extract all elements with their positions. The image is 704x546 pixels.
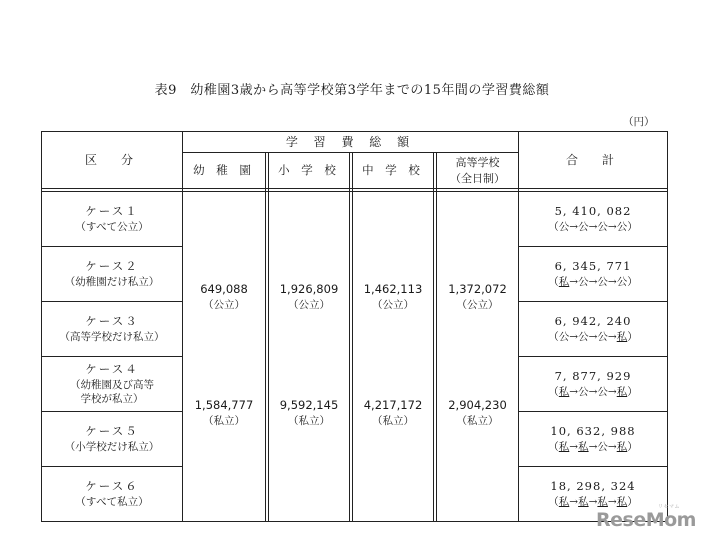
path-step: 公 bbox=[597, 440, 608, 453]
case-name: ケース３ bbox=[85, 314, 139, 329]
path-step: 公 bbox=[597, 220, 608, 233]
private-high-school-value: 2,904,230 bbox=[448, 398, 507, 413]
logo-text: ReseMom bbox=[596, 509, 696, 531]
total-value: 10, 632, 988 bbox=[550, 424, 636, 439]
private-label: （私立） bbox=[203, 414, 245, 427]
school-path: （公→公→公→公） bbox=[548, 220, 638, 233]
header-high-school-line1: 高等学校 bbox=[455, 156, 500, 170]
total-value: 18, 298, 324 bbox=[550, 479, 636, 494]
header-elementary: 小 学 校 bbox=[278, 162, 340, 177]
total-case-5 bbox=[519, 412, 667, 466]
path-step: 公 bbox=[558, 330, 570, 343]
path-step: 私 bbox=[558, 385, 570, 398]
vline-dbl-3b bbox=[436, 152, 437, 521]
path-step: 私 bbox=[616, 330, 628, 343]
school-path: （私→公→公→公） bbox=[548, 275, 638, 288]
school-path: （私→公→公→私） bbox=[548, 385, 638, 398]
header-category: 区 分 bbox=[84, 152, 139, 167]
total-value: 5, 410, 082 bbox=[554, 204, 632, 219]
path-step: 公 bbox=[578, 385, 589, 398]
private-kindergarten-value: 1,584,777 bbox=[194, 398, 254, 413]
total-case-1 bbox=[519, 192, 667, 246]
total-case-3 bbox=[519, 302, 667, 356]
path-step: 公 bbox=[578, 275, 589, 288]
private-label: （私立） bbox=[288, 414, 330, 427]
private-elementary-value: 9,592,145 bbox=[279, 398, 339, 413]
header-total: 合 計 bbox=[565, 152, 620, 167]
case-name: ケース４ bbox=[85, 362, 139, 377]
path-step: 私 bbox=[558, 495, 570, 508]
case-label-3 bbox=[42, 302, 182, 356]
path-step: 私 bbox=[558, 440, 570, 453]
case-label-5 bbox=[42, 412, 182, 466]
path-step: 公 bbox=[616, 275, 628, 288]
private-elementary bbox=[269, 388, 349, 438]
vline-dbl-1b bbox=[268, 152, 269, 521]
private-label: （私立） bbox=[372, 414, 414, 427]
table-title: 表9 幼稚園3歳から高等学校第3学年までの15年間の学習費総額 bbox=[154, 83, 550, 98]
case-label-4 bbox=[42, 357, 182, 411]
header-kindergarten: 幼 稚 園 bbox=[193, 162, 255, 177]
header-high-school-line2: （全日制） bbox=[450, 171, 505, 185]
private-junior-high-value: 4,217,172 bbox=[363, 398, 423, 413]
public-junior-high-value: 1,462,113 bbox=[363, 282, 423, 297]
case-desc: 学校が私立） bbox=[80, 392, 144, 405]
total-value: 6, 345, 771 bbox=[554, 259, 632, 274]
path-step: 私 bbox=[616, 385, 628, 398]
public-junior-high bbox=[353, 272, 433, 322]
logo-small-text: リセマム bbox=[658, 504, 680, 510]
case-desc: （幼稚園だけ私立） bbox=[64, 275, 160, 288]
public-kindergarten bbox=[183, 272, 265, 322]
path-step: 公 bbox=[578, 220, 589, 233]
cost-table bbox=[41, 131, 668, 522]
private-label: （私立） bbox=[456, 414, 499, 427]
case-desc: （幼稚園及び高等 bbox=[70, 378, 154, 391]
public-kindergarten-value: 649,088 bbox=[200, 282, 248, 297]
total-value: 7, 877, 929 bbox=[554, 369, 632, 384]
path-step: 私 bbox=[616, 495, 628, 508]
school-path: （私→私→公→私） bbox=[548, 440, 638, 453]
case-label-2 bbox=[42, 247, 182, 301]
private-junior-high bbox=[353, 388, 433, 438]
public-label: （公立） bbox=[456, 298, 499, 311]
public-label: （公立） bbox=[203, 298, 245, 311]
path-step: 私 bbox=[558, 275, 570, 288]
public-label: （公立） bbox=[288, 298, 330, 311]
path-step: 公 bbox=[578, 330, 589, 343]
path-step: 私 bbox=[578, 495, 589, 508]
total-value: 6, 942, 240 bbox=[554, 314, 632, 329]
path-step: 私 bbox=[616, 440, 628, 453]
hline-header-a bbox=[42, 188, 667, 189]
case-label-1 bbox=[42, 192, 182, 246]
header-group: 学 習 費 総 額 bbox=[285, 134, 416, 149]
private-high-school bbox=[437, 388, 518, 438]
path-step: 私 bbox=[597, 495, 608, 508]
resemom-logo bbox=[596, 504, 696, 531]
public-high-school bbox=[437, 272, 518, 322]
case-desc: （すべて公立） bbox=[75, 220, 149, 233]
path-step: 私 bbox=[578, 440, 589, 453]
case-name: ケース２ bbox=[85, 259, 139, 274]
case-desc: （すべて私立） bbox=[75, 495, 149, 508]
header-junior-high: 中 学 校 bbox=[362, 162, 424, 177]
school-path: （公→公→公→私） bbox=[548, 330, 638, 343]
school-path: （私→私→私→私） bbox=[548, 495, 638, 508]
path-step: 公 bbox=[597, 275, 608, 288]
path-step: 公 bbox=[616, 220, 628, 233]
vline-dbl-2b bbox=[352, 152, 353, 521]
unit-label: （円） bbox=[623, 116, 655, 128]
header-high-school bbox=[437, 153, 518, 188]
case-name: ケース５ bbox=[85, 424, 139, 439]
case-name: ケース６ bbox=[85, 479, 139, 494]
total-case-2 bbox=[519, 247, 667, 301]
total-case-4 bbox=[519, 357, 667, 411]
vline-dbl-2a bbox=[349, 152, 350, 521]
private-kindergarten bbox=[183, 388, 265, 438]
path-step: 公 bbox=[597, 385, 608, 398]
public-high-school-value: 1,372,072 bbox=[448, 282, 507, 297]
vline-dbl-3a bbox=[433, 152, 434, 521]
case-label-6 bbox=[42, 467, 182, 521]
path-step: 公 bbox=[558, 220, 570, 233]
public-elementary-value: 1,926,809 bbox=[279, 282, 339, 297]
case-desc: （小学校だけ私立） bbox=[64, 440, 160, 453]
case-name: ケース１ bbox=[85, 204, 139, 219]
public-elementary bbox=[269, 272, 349, 322]
path-step: 公 bbox=[597, 330, 608, 343]
case-desc: （高等学校だけ私立） bbox=[59, 330, 165, 343]
public-label: （公立） bbox=[372, 298, 414, 311]
vline-dbl-1a bbox=[265, 152, 266, 521]
